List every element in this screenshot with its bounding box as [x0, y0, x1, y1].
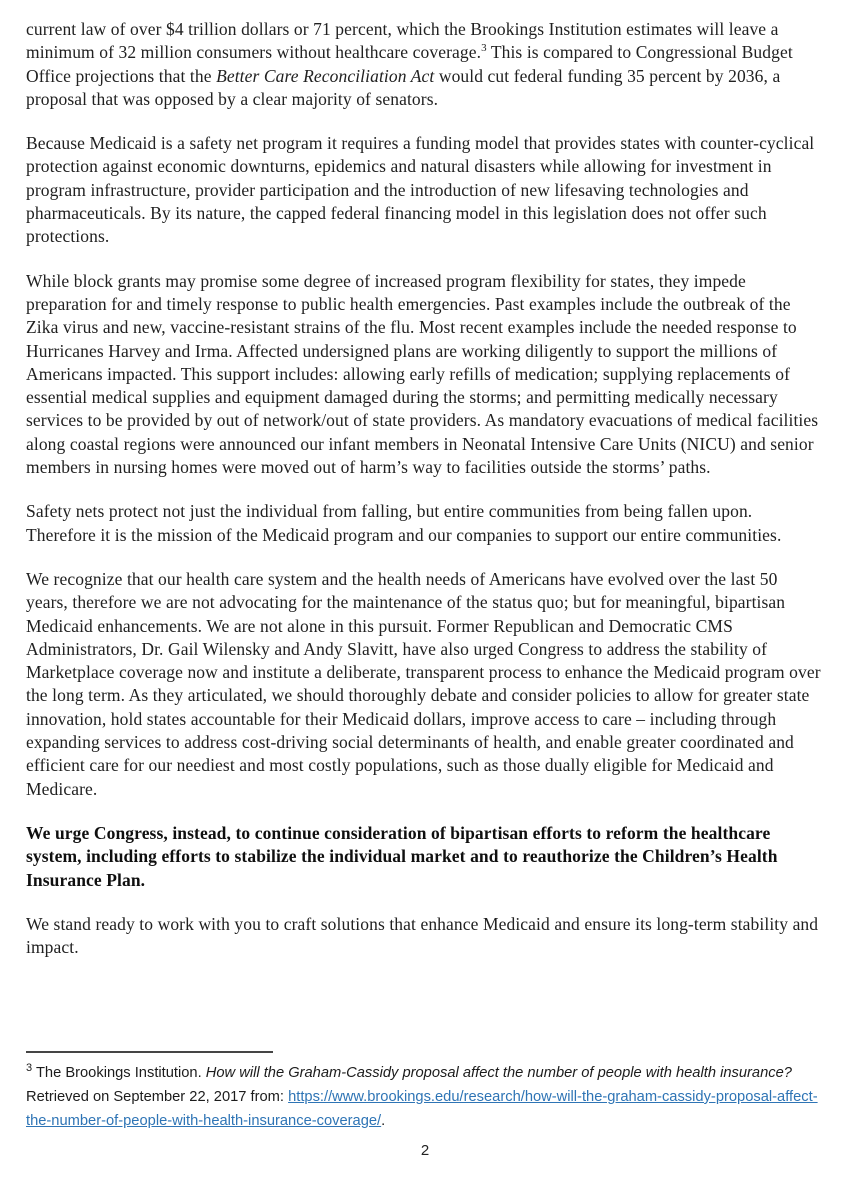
footnote-area [26, 1051, 822, 1133]
italic-text-run: Better Care Reconciliation Act [216, 65, 435, 86]
text-run: Because Medicaid is a safety net program it requires a funding model that provides states with counter-cyclical protection against economic downturns, epidemics and natural disasters while allowing for investment in program infrastructure, provider participation and the introduction of new lifesaving technologies and pharmaceuticals. By its nature, the capped federal financing model in this legislation does not offer such protections. [26, 133, 815, 247]
footnote-text [26, 1062, 822, 1133]
text-run: Retrieved on September 22, 2017 from: [26, 1088, 289, 1105]
text-run: current law of over $4 trillion dollars or 71 percent, which the Brookings Institution estimates will leave a minimum of 32 million consumers without healthcare coverage. [26, 19, 779, 63]
letter-body [26, 18, 822, 980]
text-run: This is compared to Congressional Budget Office projections that the [26, 42, 793, 86]
footnote-reference-marker: 3 [481, 42, 487, 55]
emphasis-paragraph [26, 822, 822, 892]
body-paragraph [26, 270, 822, 480]
text-run: . [381, 1112, 386, 1129]
text-run: would cut federal funding 35 percent by 2036, a proposal that was opposed by a clear majority of senators. [26, 65, 781, 109]
text-run: The Brookings Institution. [32, 1065, 206, 1081]
body-paragraph [26, 913, 822, 960]
footnote-separator [26, 1051, 273, 1053]
text-run: We recognize that our health care system and the health needs of Americans have evolved over the last 50 years, therefore we are not advocating for the maintenance of the status quo; but for meaningful, bipartisan Medicaid enhancements. We are not alone in this pursuit. Former Republican and Democratic CMS Administrators, Dr. Gail Wilensky and Andy Slavitt, have also urged Congress to address the stability of Marketplace coverage now and institute a deliberate, transparent process to enhance the Medicaid program over the long term. As they articulated, we should thoroughly debate and consider policies to allow for greater state innovation, hold states accountable for their Medicaid dollars, improve access to care – including through expanding services to address cost-driving social determinants of health, and enable greater coordinated and efficient care for our neediest and most costly populations, such as those dually eligible for Medicaid and Medicare. [26, 568, 821, 799]
text-run: Safety nets protect not just the individual from falling, but entire communities from being fallen upon. Therefore it is the mission of the Medicaid program and our companies to support our entire communities. [26, 501, 782, 545]
italic-text-run: How will the Graham-Cassidy proposal affect the number of people with health insurance? [205, 1065, 792, 1081]
text-run: We stand ready to work with you to craft solutions that enhance Medicaid and ensure its long-term stability and impact. [26, 913, 819, 958]
body-paragraph [26, 500, 822, 547]
text-run: We urge Congress, instead, to continue consideration of bipartisan efforts to reform the healthcare system, including efforts to stabilize the individual market and to reauthorize the Children’s Health Insurance Plan. [26, 822, 778, 890]
footnote-marker: 3 [26, 1062, 33, 1075]
body-paragraph [26, 132, 822, 248]
footnote-hyperlink[interactable]: https://www.brookings.edu/research/how-will-the-graham-cassidy-proposal-affect-the-number-of-people-with-health-insurance-coverage/ [26, 1088, 818, 1129]
body-paragraph [26, 18, 822, 111]
text-run: While block grants may promise some degree of increased program flexibility for states, they impede preparation for and timely response to public health emergencies. Past examples include the outbreak of the Zika virus and new, vaccine-resistant strains of the flu. Most recent examples include the needed response to Hurricanes Harvey and Irma. Affected undersigned plans are working diligently to support the millions of Americans impacted. This support includes: allowing early refills of medication; supplying replacements of essential medical supplies and equipment damaged during the storms; and permitting medically necessary services to be provided by out of network/out of state providers. As mandatory evacuations of medical facilities along coastal regions were announced our infant members in Neonatal Intensive Care Units (NICU) and senior members in nursing homes were moved out of harm’s way to facilities outside the storms’ paths. [26, 270, 819, 478]
page-number: 2 [420, 1142, 430, 1159]
body-paragraph [26, 568, 822, 801]
